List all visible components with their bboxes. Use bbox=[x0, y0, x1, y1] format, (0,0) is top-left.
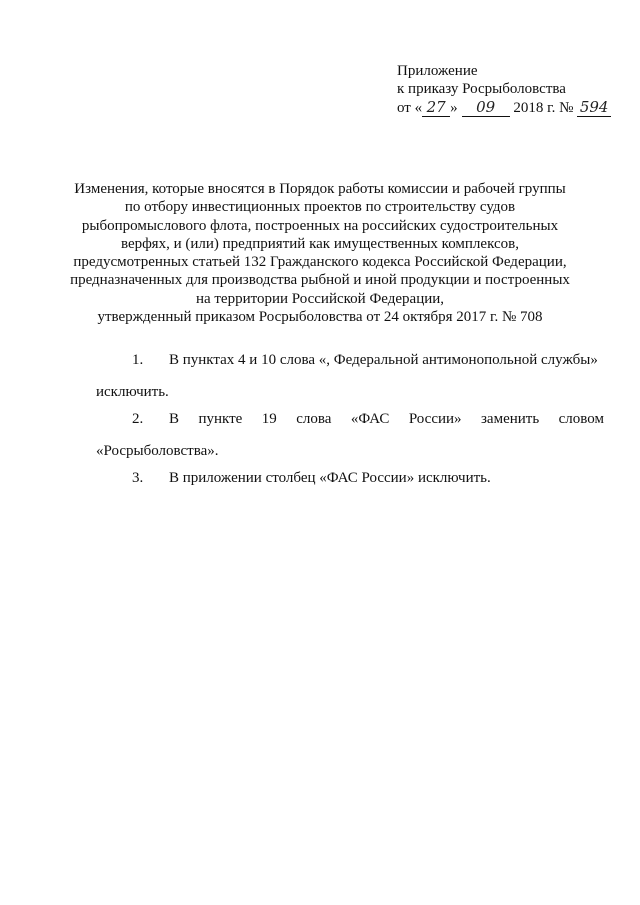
title-line: утвержденный приказом Росрыболовства от 24 октября 2017 г. № 708 bbox=[97, 309, 543, 326]
title-line: предусмотренных статьей 132 Гражданского кодекса Российской Федерации, bbox=[73, 254, 567, 271]
item-text bbox=[169, 411, 604, 428]
title-line: рыбопромыслового флота, построенных на российских судостроительных bbox=[81, 217, 559, 234]
item-text: В приложении столбец «ФАС России» исключить. bbox=[169, 470, 491, 486]
item-word: «ФАС bbox=[350, 411, 390, 427]
handwritten-order-number: 594 bbox=[577, 98, 611, 117]
title-line: предназначенных для производства рыбной и иной продукции и построенных bbox=[70, 272, 570, 289]
appendix-date-number bbox=[397, 98, 627, 117]
handwritten-month: 09 bbox=[462, 98, 510, 117]
amendment-item-2 bbox=[96, 411, 604, 462]
date-prefix: от « bbox=[397, 100, 423, 116]
title-line: Изменения, которые вносятся в Порядок работы комиссии и рабочей группы bbox=[74, 181, 566, 197]
item-text: В пунктах 4 и 10 слова «, Федеральной антимонопольной службы» bbox=[169, 352, 598, 368]
appendix-header bbox=[397, 62, 627, 117]
item-word: России» bbox=[408, 411, 462, 427]
item-word: словом bbox=[558, 411, 604, 427]
appendix-label: Приложение bbox=[397, 63, 478, 79]
item-word: заменить bbox=[481, 411, 540, 427]
date-year: 2018 г. № bbox=[509, 100, 578, 116]
item-text-continuation: «Росрыболовства». bbox=[96, 443, 219, 459]
appendix-order-ref: к приказу Росрыболовства bbox=[397, 81, 566, 97]
item-number: 3. bbox=[132, 470, 144, 486]
item-word: 19 bbox=[261, 411, 277, 427]
item-text-continuation: исключить. bbox=[96, 384, 169, 400]
item-word: слова bbox=[296, 411, 332, 427]
date-quote-close: » bbox=[450, 100, 458, 116]
amendment-item-1 bbox=[96, 352, 604, 403]
handwritten-day: 27 bbox=[422, 98, 450, 117]
item-number: 1. bbox=[132, 352, 144, 368]
title-line: по отбору инвестиционных проектов по строительству судов bbox=[124, 199, 516, 216]
item-word: пункте bbox=[198, 411, 243, 427]
amendment-item-3 bbox=[96, 470, 604, 492]
title-line: верфях, и (или) предприятий как имущественных комплексов, bbox=[121, 235, 519, 252]
amendment-list bbox=[96, 352, 604, 492]
item-number: 2. bbox=[132, 411, 144, 427]
item-word: В bbox=[169, 411, 180, 427]
title-line: на территории Российской Федерации, bbox=[195, 290, 445, 307]
document-title bbox=[60, 180, 580, 326]
